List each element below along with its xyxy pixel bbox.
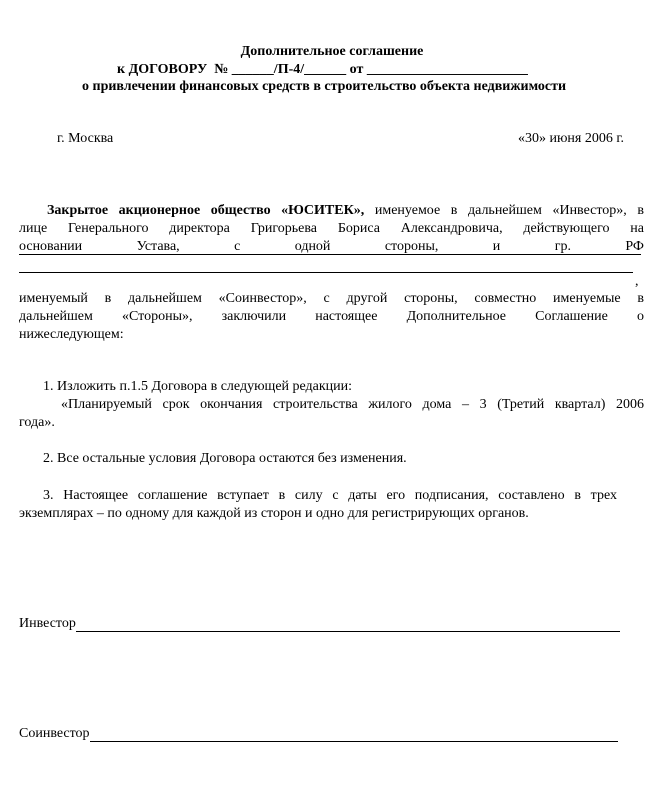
preamble-line-1: Закрытое акционерное общество «ЮСИТЕК», именуемое в дальнейшем «Инвестор», в	[47, 203, 644, 218]
preamble-line-7: дальнейшем «Стороны», заключили настоящее Дополнительное Соглашение о	[19, 309, 644, 324]
preamble-line-6: именуемый в дальнейшем «Соинвестор», с другой стороны, совместно именуемые в	[19, 291, 644, 306]
date: «30» июня 2006 г.	[517, 131, 624, 146]
coinvestor-signature-line	[90, 727, 618, 742]
item-1-quote-line-2: года».	[19, 415, 55, 430]
blank-line-coinvestor-1	[19, 254, 641, 255]
item-1: 1. Изложить п.1.5 Договора в следующей редакции:	[43, 379, 353, 394]
item-1-quote-line-1: «Планируемый срок окончания строительства жилого дома – 3 (Третий квартал) 2006	[61, 397, 644, 412]
investor-signature-line	[76, 617, 620, 632]
preamble-line-2: лице Генерального директора Григорьева Бориса Александровича, действующего на	[19, 221, 644, 236]
preamble-line-3: основании Устава, с одной стороны, и гр. РФ	[19, 239, 644, 254]
document-title: Дополнительное соглашение	[240, 44, 424, 59]
investor-label: Инвестор	[19, 616, 76, 631]
item-3-line-2: экземплярах – по одному для каждой из сторон и одно для регистрирующих органов.	[19, 506, 529, 521]
coinvestor-label: Соинвестор	[19, 726, 90, 741]
place: г. Москва	[57, 131, 114, 146]
blank-line-coinvestor-2	[19, 272, 633, 273]
contract-reference: к ДОГОВОРУ № ______/П-4/______ от _______________________	[117, 62, 528, 77]
contract-subject: о привлечении финансовых средств в строительство объекта недвижимости	[82, 79, 567, 94]
preamble-line-8: нижеследующем:	[19, 327, 124, 342]
investor-signature	[19, 616, 620, 632]
company-name: Закрытое акционерное общество «ЮСИТЕК»,	[47, 203, 365, 218]
comma: ,	[635, 274, 639, 289]
item-3-line-1: 3. Настоящее соглашение вступает в силу с даты его подписания, составлено в трех	[43, 488, 617, 503]
coinvestor-signature	[19, 726, 618, 742]
item-2: 2. Все остальные условия Договора остаются без изменения.	[43, 451, 407, 466]
